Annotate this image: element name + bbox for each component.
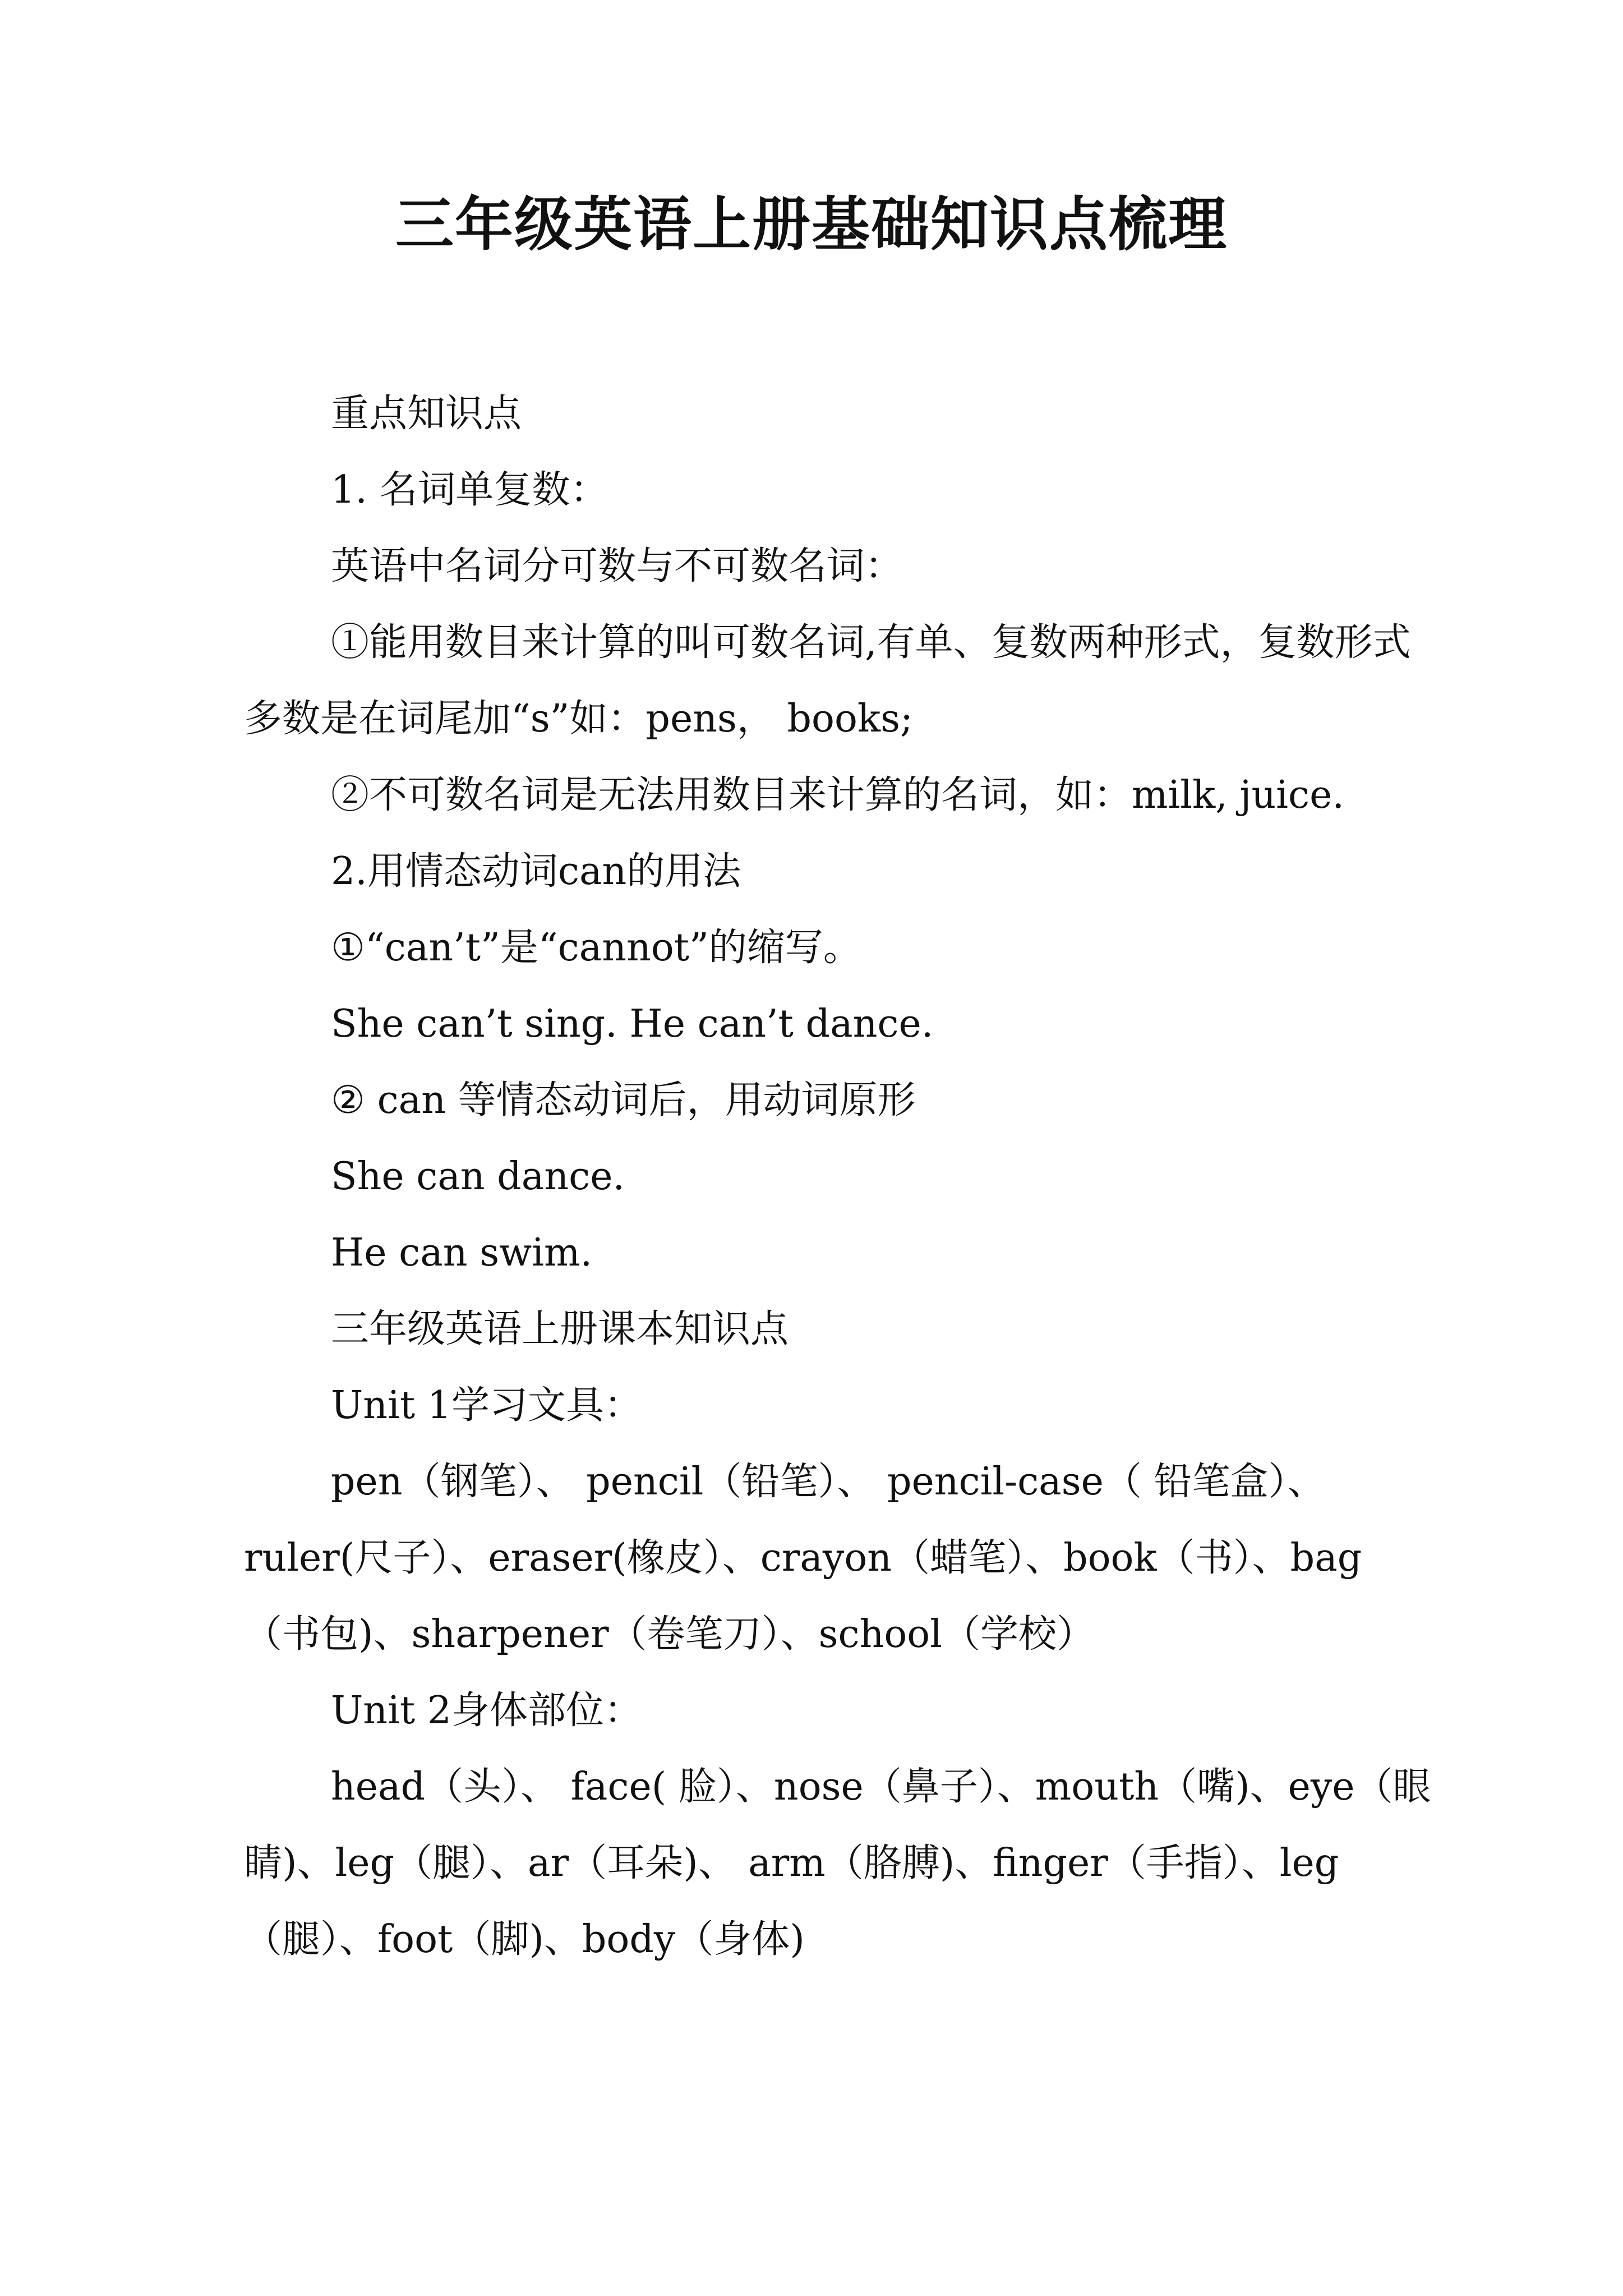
- paragraph-can-example-2: He can swim.: [331, 1231, 593, 1275]
- paragraph-key-points: 重点知识点: [331, 392, 522, 436]
- paragraph-can-heading: 2.用情态动词can的用法: [331, 849, 741, 894]
- paragraph-countable-nouns: ①能用数目来计算的叫可数名词,有单、复数两种形式，复数形式多数是在词尾加“s”如：pens， books;: [244, 620, 1411, 741]
- document-body: [244, 376, 1433, 1978]
- paragraph-noun-plural-heading: 1. 名词单复数：: [331, 468, 608, 512]
- paragraph-unit1-vocabulary: pen（钢笔）、 pencil（铅笔）、 pencil-case（ 铅笔盒）、ruler(尺子）、eraser(橡皮）、crayon（蜡笔）、book（书）、bag（书包)、sharpener（卷笔刀）、school（学校）: [244, 1460, 1362, 1657]
- paragraph-can-rule: ② can 等情态动词后，用动词原形: [331, 1078, 916, 1122]
- paragraph-cant-example: She can’t sing. He can’t dance.: [331, 1002, 934, 1046]
- paragraph-cant-abbreviation: ①“can’t”是“cannot”的缩写。: [331, 926, 861, 970]
- paragraph-textbook-heading: 三年级英语上册课本知识点: [331, 1307, 789, 1351]
- paragraph-can-example-1: She can dance.: [331, 1154, 625, 1199]
- paragraph-unit2-heading: Unit 2身体部位：: [331, 1688, 643, 1733]
- paragraph-unit2-vocabulary: head（头）、 face( 脸）、nose（鼻子）、mouth（嘴)、eye（眼睛)、leg（腿）、ar（耳朵)、 arm（胳膊)、finger（手指）、leg（腿）、foot（脚)、body（身体): [244, 1765, 1431, 1962]
- paragraph-noun-types: 英语中名词分可数与不可数名词：: [331, 544, 903, 588]
- paragraph-uncountable-nouns: ②不可数名词是无法用数目来计算的名词，如：milk, juice.: [331, 773, 1344, 817]
- paragraph-unit1-heading: Unit 1学习文具：: [331, 1383, 643, 1428]
- document-title: 三年级英语上册基础知识点梳理: [395, 190, 1228, 259]
